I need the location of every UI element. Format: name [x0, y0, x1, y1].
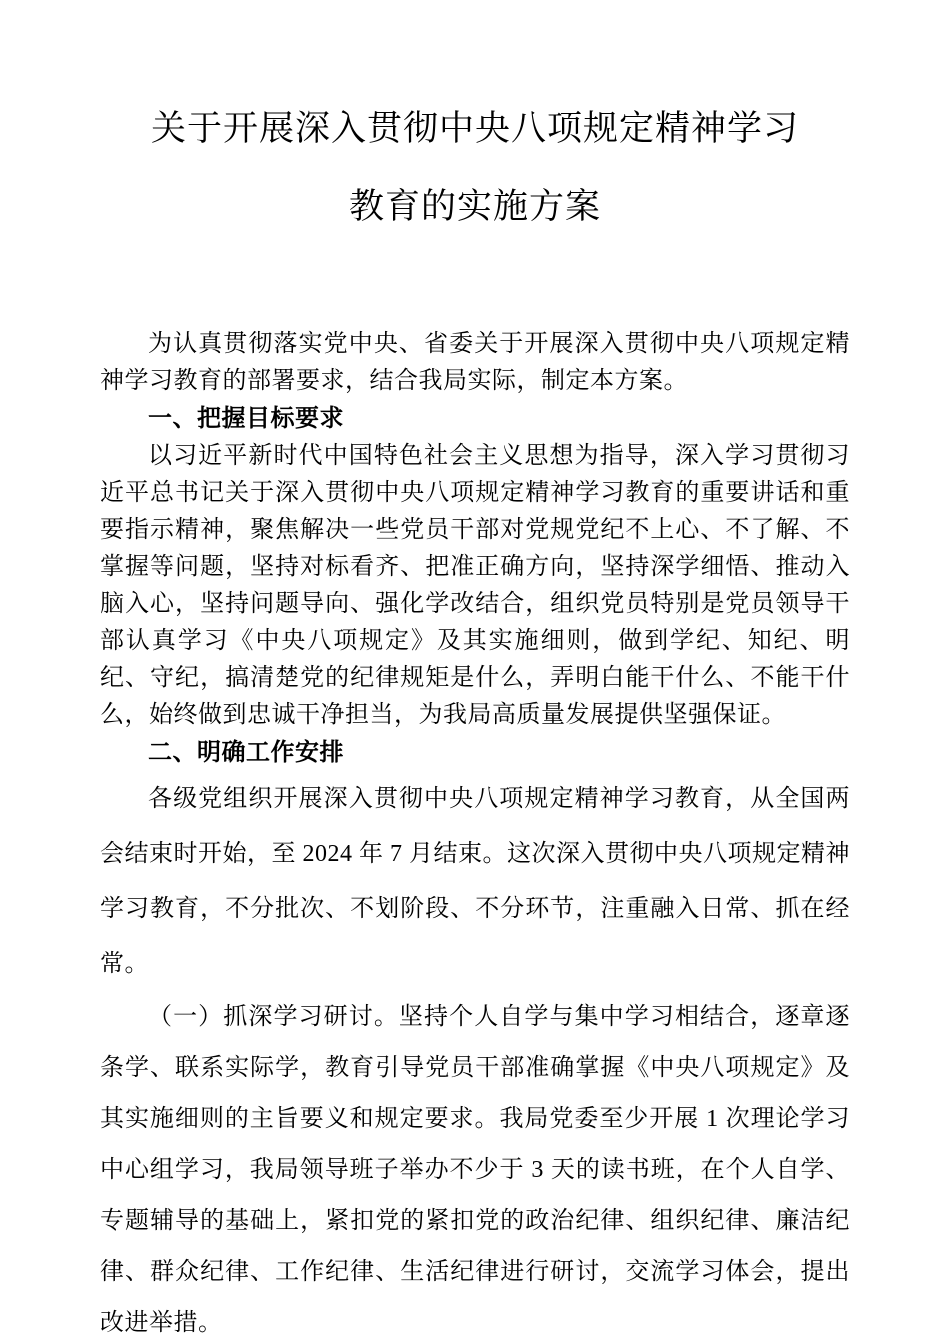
- section-heading-1: 一、把握目标要求: [148, 405, 344, 432]
- doc-title-line-2: 教育的实施方案: [348, 187, 601, 226]
- paragraph-goals: 以习近平新时代中国特色社会主义思想为指导，深入学习贯彻习近平总书记关于深入贯彻中央八项规定精神学习教育的重要讲话和重要指示精神，聚焦解决一些党员干部对党规党纪不上心、不了解、不掌握等问题，坚持对标看齐、把准正确方向，坚持深学细悟、推动入脑入心，坚持问题导向、强化学改结合，组织党员特别是党员领导干部认真学习《中央八项规定》及其实施细则，做到学纪、知纪、明纪、守纪，搞清楚党的纪律规矩是什么，弄明白能干什么、不能干什么，始终做到忠诚干净担当，为我局高质量发展提供坚强保证。: [100, 443, 850, 728]
- section-heading-2: 二、明确工作安排: [148, 739, 344, 766]
- doc-title: [100, 90, 850, 246]
- doc-title-line-1: 关于开展深入贯彻中央八项规定精神学习: [150, 109, 799, 148]
- paragraph-intro: 为认真贯彻落实党中央、省委关于开展深入贯彻中央八项规定精神学习教育的部署要求，结合我局实际，制定本方案。: [100, 331, 850, 394]
- paragraph-schedule: 各级党组织开展深入贯彻中央八项规定精神学习教育，从全国两会结束时开始，至 2024 年 7 月结束。这次深入贯彻中央八项规定精神学习教育，不分批次、不划阶段、不分环节，注重融入日常、抓在经常。: [100, 786, 850, 977]
- doc-body: [100, 326, 850, 1344]
- paragraph-study-discussion: （一）抓深学习研讨。坚持个人自学与集中学习相结合，逐章逐条学、联系实际学，教育引导党员干部准确掌握《中央八项规定》及其实施细则的主旨要义和规定要求。我局党委至少开展 1 次理论学习中心组学习，我局领导班子举办不少于 3 天的读书班，在个人自学、专题辅导的基础上，紧扣党的紧扣党的政治纪律、组织纪律、廉洁纪律、群众纪律、工作纪律、生活纪律进行研讨，交流学习体会，提出改进举措。: [100, 1004, 850, 1336]
